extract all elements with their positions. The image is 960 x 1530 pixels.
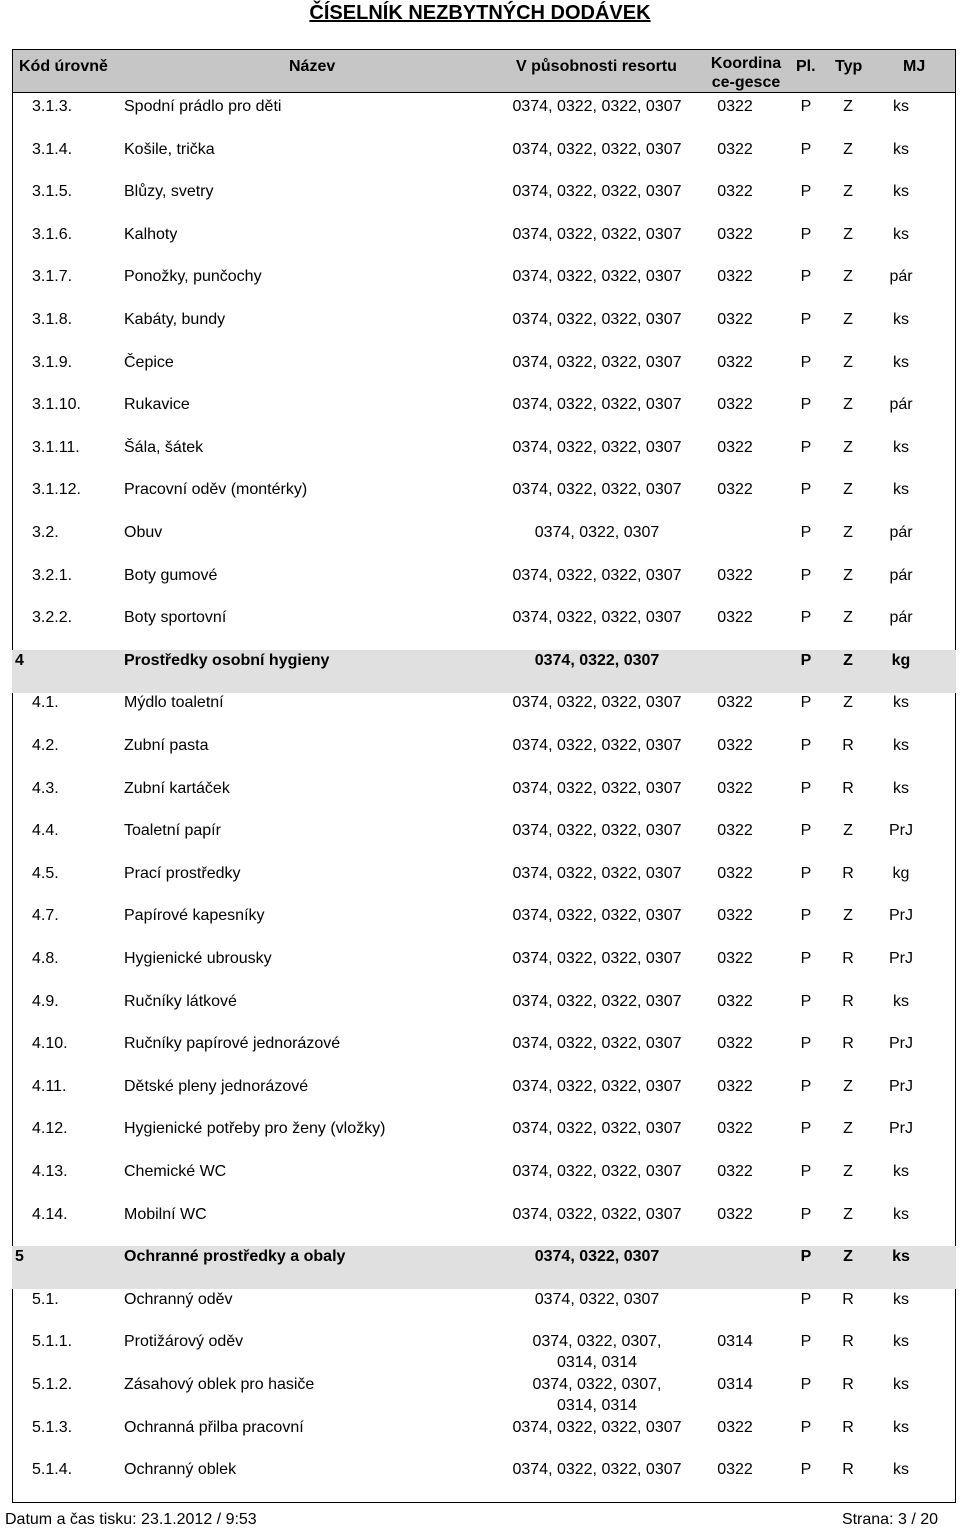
row-unit: ks <box>893 779 909 797</box>
table-row <box>12 692 956 735</box>
row-name: Dětské pleny jednorázové <box>124 1077 309 1095</box>
row-coordination: 0322 <box>717 268 753 286</box>
row-code: 4.1. <box>32 694 59 712</box>
row-code: 3.1.7. <box>32 268 73 286</box>
row-pl: P <box>800 225 812 243</box>
row-resort: 0374, 0322, 0322, 0307 <box>512 992 682 1010</box>
row-pl: P <box>800 779 812 797</box>
row-pl: P <box>800 737 812 754</box>
table-row <box>12 991 956 1034</box>
table-row <box>12 266 956 309</box>
table-row <box>12 735 956 778</box>
table-row <box>12 1033 956 1076</box>
row-resort: 0374, 0322, 0322, 0307 <box>512 1120 682 1138</box>
row-pl: P <box>800 1035 812 1053</box>
row-name: Boty gumové <box>124 566 218 584</box>
row-unit: ks <box>893 353 909 371</box>
table-row <box>12 905 956 948</box>
row-unit: ks <box>893 1418 909 1436</box>
row-code: 4.4. <box>32 822 59 840</box>
row-type: R <box>842 737 854 754</box>
row-code: 3.1.11. <box>32 438 80 456</box>
row-name: Kabáty, bundy <box>124 311 226 328</box>
row-name: Čepice <box>124 353 174 371</box>
table-row <box>12 309 956 352</box>
row-resort: 0374, 0322, 0322, 0307 <box>512 438 682 456</box>
column-header-code: Kód úrovně <box>19 58 108 75</box>
row-coordination: 0322 <box>717 438 753 456</box>
row-name: Hygienické potřeby pro ženy (vložky) <box>124 1120 386 1138</box>
row-unit: ks <box>893 1163 909 1180</box>
table-row <box>12 1374 956 1417</box>
row-coordination: 0322 <box>717 1461 753 1479</box>
table-row <box>12 1459 956 1502</box>
row-resort: 0374, 0322, 0307 <box>534 651 660 669</box>
row-pl: P <box>800 566 812 584</box>
row-name: Ochranný oděv <box>124 1290 233 1308</box>
row-unit: ks <box>893 225 909 243</box>
row-unit: ks <box>893 438 909 456</box>
row-code: 3.1.12. <box>32 481 81 499</box>
row-type: Z <box>843 268 853 286</box>
row-name: Pracovní oděv (montérky) <box>124 481 308 499</box>
row-resort: 0374, 0322, 0307, 0314, 0314 <box>532 1376 662 1414</box>
row-resort: 0374, 0322, 0322, 0307 <box>512 907 682 925</box>
row-code: 3.1.10. <box>32 396 81 414</box>
row-resort: 0374, 0322, 0322, 0307 <box>512 1163 682 1180</box>
row-code: 5.1.1. <box>32 1333 73 1351</box>
row-coordination: 0322 <box>717 98 753 115</box>
column-header-mj: MJ <box>903 58 926 75</box>
table-row <box>12 1331 956 1374</box>
row-type: Z <box>843 694 853 712</box>
row-resort: 0374, 0322, 0322, 0307 <box>512 311 682 328</box>
table-row <box>12 139 956 182</box>
row-type: Z <box>843 396 853 414</box>
row-name: Ručníky látkové <box>124 992 237 1010</box>
row-type: R <box>842 950 854 967</box>
row-resort: 0374, 0322, 0322, 0307 <box>512 609 682 627</box>
row-unit: ks <box>893 694 909 712</box>
row-pl: P <box>800 268 812 286</box>
row-resort: 0374, 0322, 0322, 0307 <box>512 98 682 115</box>
row-unit: ks <box>893 98 909 115</box>
row-resort: 0374, 0322, 0322, 0307 <box>512 140 682 158</box>
row-resort: 0374, 0322, 0322, 0307 <box>512 1461 682 1479</box>
page-title: ČÍSELNÍK NEZBYTNÝCH DODÁVEK <box>309 2 651 24</box>
row-type: R <box>842 1035 854 1053</box>
row-pl: P <box>800 694 812 712</box>
row-code: 4.8. <box>32 950 59 967</box>
row-name: Chemické WC <box>124 1163 227 1180</box>
row-pl: P <box>800 992 812 1010</box>
row-name: Obuv <box>124 524 163 541</box>
row-unit: kg <box>891 651 911 669</box>
row-type: Z <box>843 1248 853 1266</box>
row-unit: pár <box>889 524 913 541</box>
row-pl: P <box>800 481 812 499</box>
row-type: Z <box>843 98 853 115</box>
table-row <box>12 181 956 224</box>
row-code: 3.1.9. <box>32 353 73 371</box>
row-resort: 0374, 0322, 0322, 0307 <box>512 1035 682 1053</box>
row-pl: P <box>800 438 812 456</box>
row-coordination: 0322 <box>717 1163 753 1180</box>
table-row <box>12 437 956 480</box>
row-coordination: 0314 <box>717 1376 753 1393</box>
row-unit: ks <box>893 1290 909 1308</box>
row-type: Z <box>843 1077 853 1095</box>
row-code: 4.3. <box>32 779 59 797</box>
row-coordination: 0322 <box>717 396 753 414</box>
row-code: 5 <box>15 1248 24 1266</box>
row-pl: P <box>800 822 812 840</box>
row-unit: ks <box>892 1248 910 1266</box>
row-coordination: 0322 <box>717 822 753 840</box>
row-type: Z <box>843 353 853 371</box>
row-unit: ks <box>893 140 909 158</box>
row-coordination: 0322 <box>717 737 753 754</box>
row-pl: P <box>800 353 812 371</box>
row-name: Mobilní WC <box>124 1205 207 1223</box>
row-resort: 0374, 0322, 0307, 0314, 0314 <box>532 1333 662 1372</box>
row-name: Zubní pasta <box>124 737 209 754</box>
column-header-pl: Pl. <box>796 58 816 75</box>
row-pl: P <box>800 1461 812 1479</box>
table-row <box>12 1118 956 1161</box>
row-unit: pár <box>889 268 913 286</box>
row-name: Ochranná přilba pracovní <box>124 1418 304 1436</box>
row-pl: P <box>800 1333 812 1351</box>
row-code: 4.14. <box>32 1205 68 1223</box>
row-name: Rukavice <box>124 396 190 414</box>
table-header <box>12 49 956 93</box>
row-resort: 0374, 0322, 0322, 0307 <box>512 694 682 712</box>
row-type: Z <box>843 1120 853 1138</box>
table-row <box>12 948 956 991</box>
table-row <box>12 224 956 267</box>
row-coordination: 0322 <box>717 694 753 712</box>
row-name: Boty sportovní <box>124 609 227 627</box>
row-coordination: 0322 <box>717 566 753 584</box>
row-code: 5.1. <box>32 1290 59 1308</box>
row-unit: PrJ <box>889 822 913 840</box>
table-row <box>12 607 956 650</box>
row-resort: 0374, 0322, 0322, 0307 <box>512 737 682 754</box>
row-type: R <box>842 1290 854 1308</box>
row-code: 3.2.1. <box>32 566 73 584</box>
row-pl: P <box>800 651 812 669</box>
row-type: Z <box>843 566 853 584</box>
row-pl: P <box>800 907 812 925</box>
column-header-typ: Typ <box>835 58 863 75</box>
table-row <box>12 352 956 395</box>
row-type: Z <box>843 651 853 669</box>
column-header-coord: Koordina ce-gesce <box>710 55 782 91</box>
table-row <box>12 522 956 565</box>
table-row <box>12 96 956 139</box>
row-resort: 0374, 0322, 0322, 0307 <box>512 481 682 499</box>
table-section-row <box>12 650 956 693</box>
row-name: Kalhoty <box>124 225 178 243</box>
row-unit: ks <box>893 481 909 499</box>
row-resort: 0374, 0322, 0322, 0307 <box>512 396 682 414</box>
table-row <box>12 1417 956 1460</box>
row-code: 4.9. <box>32 992 59 1010</box>
row-unit: pár <box>889 396 913 414</box>
row-code: 5.1.3. <box>32 1418 73 1436</box>
row-coordination: 0322 <box>717 779 753 797</box>
row-name: Ponožky, punčochy <box>124 268 262 286</box>
row-name: Šála, šátek <box>124 438 204 456</box>
row-type: Z <box>843 311 853 328</box>
table-section-row <box>12 1246 956 1289</box>
row-unit: pár <box>889 609 913 627</box>
row-type: R <box>842 1376 854 1393</box>
row-coordination: 0314 <box>717 1333 753 1351</box>
row-type: R <box>842 779 854 797</box>
row-pl: P <box>800 1418 812 1436</box>
row-unit: ks <box>893 1376 909 1393</box>
row-type: Z <box>843 822 853 840</box>
row-name: Zubní kartáček <box>124 779 230 797</box>
row-unit: ks <box>893 311 909 328</box>
row-coordination: 0322 <box>717 1120 753 1138</box>
row-pl: P <box>800 140 812 158</box>
row-type: Z <box>843 481 853 499</box>
row-coordination: 0322 <box>717 907 753 925</box>
row-code: 5.1.2. <box>32 1376 73 1393</box>
row-resort: 0374, 0322, 0322, 0307 <box>512 950 682 967</box>
row-name: Hygienické ubrousky <box>124 950 272 967</box>
row-code: 4.5. <box>32 864 59 882</box>
row-type: R <box>842 1333 854 1351</box>
row-resort: 0374, 0322, 0322, 0307 <box>512 225 682 243</box>
row-coordination: 0322 <box>717 1418 753 1436</box>
row-code: 3.1.5. <box>32 183 73 201</box>
row-unit: kg <box>892 864 910 882</box>
row-type: Z <box>843 524 853 541</box>
row-type: Z <box>843 1163 853 1180</box>
row-name: Spodní prádlo pro děti <box>124 98 282 115</box>
row-name: Prostředky osobní hygieny <box>124 651 330 669</box>
row-unit: ks <box>893 737 909 754</box>
row-name: Protižárový oděv <box>124 1333 244 1351</box>
row-code: 5.1.4. <box>32 1461 73 1479</box>
row-code: 4.2. <box>32 737 59 754</box>
row-type: Z <box>843 1205 853 1223</box>
page-number: Strana: 3 / 20 <box>841 1511 938 1528</box>
row-resort: 0374, 0322, 0307 <box>534 1248 660 1266</box>
table-row <box>12 778 956 821</box>
row-coordination: 0322 <box>717 1205 753 1223</box>
row-code: 4.11. <box>32 1077 67 1095</box>
print-timestamp: Datum a čas tisku: 23.1.2012 / 9:53 <box>5 1511 257 1528</box>
row-resort: 0374, 0322, 0322, 0307 <box>512 1077 682 1095</box>
row-resort: 0374, 0322, 0322, 0307 <box>512 353 682 371</box>
row-code: 3.1.4. <box>32 140 73 158</box>
row-pl: P <box>800 950 812 967</box>
row-resort: 0374, 0322, 0322, 0307 <box>512 1205 682 1223</box>
row-coordination: 0322 <box>717 609 753 627</box>
row-code: 4.10. <box>32 1035 68 1053</box>
row-coordination: 0322 <box>717 1035 753 1053</box>
row-unit: PrJ <box>889 1077 913 1095</box>
row-name: Papírové kapesníky <box>124 907 265 925</box>
row-coordination: 0322 <box>717 183 753 201</box>
row-resort: 0374, 0322, 0322, 0307 <box>512 566 682 584</box>
row-name: Mýdlo toaletní <box>124 694 224 712</box>
row-name: Ochranný oblek <box>124 1461 237 1479</box>
row-type: Z <box>843 438 853 456</box>
row-unit: ks <box>893 1333 909 1351</box>
row-pl: P <box>800 864 812 882</box>
row-type: R <box>842 864 854 882</box>
row-coordination: 0322 <box>717 311 753 328</box>
row-unit: PrJ <box>889 907 913 925</box>
table-row <box>12 394 956 437</box>
row-pl: P <box>800 1376 812 1393</box>
table-row <box>12 863 956 906</box>
table-row <box>12 479 956 522</box>
row-resort: 0374, 0322, 0307 <box>534 524 660 541</box>
row-unit: PrJ <box>889 1120 913 1138</box>
row-type: R <box>842 1418 854 1436</box>
row-type: R <box>842 1461 854 1479</box>
row-pl: P <box>800 1163 812 1180</box>
row-unit: PrJ <box>889 950 913 967</box>
row-coordination: 0322 <box>717 225 753 243</box>
row-code: 3.1.8. <box>32 311 73 328</box>
row-name: Košile, trička <box>124 140 215 158</box>
row-unit: ks <box>893 183 909 201</box>
row-name: Blůzy, svetry <box>124 183 214 201</box>
row-pl: P <box>800 1120 812 1138</box>
row-type: Z <box>843 183 853 201</box>
row-pl: P <box>800 311 812 328</box>
table-row <box>12 1204 956 1247</box>
row-type: Z <box>843 225 853 243</box>
row-code: 4 <box>15 651 24 669</box>
row-resort: 0374, 0322, 0322, 0307 <box>512 268 682 286</box>
row-name: Prací prostředky <box>124 864 241 882</box>
row-coordination: 0322 <box>717 1077 753 1095</box>
row-resort: 0374, 0322, 0307 <box>534 1290 660 1308</box>
row-resort: 0374, 0322, 0322, 0307 <box>512 1418 682 1436</box>
row-code: 3.2. <box>32 524 59 541</box>
row-coordination: 0322 <box>717 992 753 1010</box>
row-unit: ks <box>893 1205 909 1223</box>
row-pl: P <box>800 1248 812 1266</box>
row-coordination: 0322 <box>717 140 753 158</box>
row-coordination: 0322 <box>717 353 753 371</box>
row-pl: P <box>800 1077 812 1095</box>
row-code: 4.7. <box>32 907 59 925</box>
column-header-resort: V působnosti resortu <box>516 58 677 75</box>
row-pl: P <box>800 1205 812 1223</box>
row-coordination: 0322 <box>717 864 753 882</box>
row-code: 4.13. <box>32 1163 68 1180</box>
row-unit: ks <box>893 1461 909 1479</box>
table-row <box>12 820 956 863</box>
row-pl: P <box>800 98 812 115</box>
row-name: Ochranné prostředky a obaly <box>124 1248 346 1266</box>
row-resort: 0374, 0322, 0322, 0307 <box>512 779 682 797</box>
table-row <box>12 1289 956 1332</box>
row-pl: P <box>800 183 812 201</box>
row-code: 3.1.3. <box>32 98 73 115</box>
table-row <box>12 1076 956 1119</box>
row-type: Z <box>843 907 853 925</box>
row-resort: 0374, 0322, 0322, 0307 <box>512 183 682 201</box>
table-row <box>12 565 956 608</box>
row-pl: P <box>800 1290 812 1308</box>
row-name: Toaletní papír <box>124 822 221 840</box>
row-pl: P <box>800 609 812 627</box>
row-type: R <box>842 992 854 1010</box>
row-code: 3.1.6. <box>32 225 73 243</box>
table-row <box>12 1161 956 1204</box>
row-resort: 0374, 0322, 0322, 0307 <box>512 864 682 882</box>
row-pl: P <box>800 396 812 414</box>
row-coordination: 0322 <box>717 950 753 967</box>
row-type: Z <box>843 609 853 627</box>
row-pl: P <box>800 524 812 541</box>
row-type: Z <box>843 140 853 158</box>
column-header-name: Název <box>289 58 336 75</box>
row-unit: PrJ <box>889 1035 913 1053</box>
row-name: Zásahový oblek pro hasiče <box>124 1376 315 1393</box>
row-unit: ks <box>893 992 909 1010</box>
row-name: Ručníky papírové jednorázové <box>124 1035 341 1053</box>
row-code: 4.12. <box>32 1120 68 1138</box>
row-unit: pár <box>889 566 913 584</box>
row-resort: 0374, 0322, 0322, 0307 <box>512 822 682 840</box>
row-code: 3.2.2. <box>32 609 73 627</box>
row-coordination: 0322 <box>717 481 753 499</box>
